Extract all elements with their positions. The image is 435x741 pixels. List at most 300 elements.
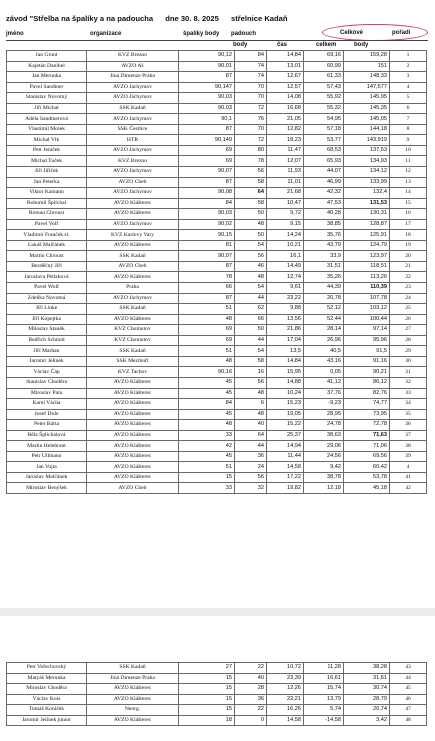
padouch-cas: 9,61: [267, 283, 304, 294]
padouch-celkem: 0,05: [304, 367, 344, 378]
table-row: [7, 420, 427, 431]
padouch-celkem: 68,53: [304, 145, 344, 156]
header-celkem: celkem: [316, 42, 337, 48]
table-row: [7, 684, 427, 695]
padouch-celkem: 12,18: [304, 483, 344, 494]
padouch-celkem: 33,9: [304, 251, 344, 262]
organization: AVZO Jáchymov: [87, 93, 179, 104]
poradi: 41: [390, 472, 427, 483]
padouch-cas: 17,22: [267, 472, 304, 483]
padouch-cas: 14,84: [267, 356, 304, 367]
competitor-name: Jaroslav Malčánek: [7, 472, 87, 483]
table-row: [7, 356, 427, 367]
padouch-body: 56: [235, 377, 267, 388]
poradi: 39: [390, 451, 427, 462]
table-row: [7, 451, 427, 462]
padouch-body: 54: [235, 346, 267, 357]
document-title: [6, 14, 298, 23]
competitor-name: Jan Merunka: [7, 72, 87, 83]
padouch-cas: 16,26: [267, 705, 304, 716]
padouch-cas: 25,37: [267, 430, 304, 441]
organization: SSK Čestlice: [87, 124, 179, 135]
padouch-celkem: 38,78: [304, 472, 344, 483]
spaliky-body: 51: [179, 346, 235, 357]
table-row: [7, 663, 427, 674]
padouch-body: 70: [235, 93, 267, 104]
spaliky-body: 48: [179, 356, 235, 367]
spaliky-body: 90,03: [179, 103, 235, 114]
celkove-body: 71,63: [344, 430, 390, 441]
padouch-body: 70: [235, 82, 267, 93]
table-row: [7, 462, 427, 473]
celkove-body: 28,79: [344, 694, 390, 705]
poradi: 28: [390, 335, 427, 346]
table-row: [7, 377, 427, 388]
padouch-body: 64: [235, 430, 267, 441]
padouch-body: 48: [235, 409, 267, 420]
table-row: [7, 230, 427, 241]
padouch-celkem: 46,99: [304, 177, 344, 188]
celkove-body: 100,44: [344, 314, 390, 325]
organization: AVZO Klášterec: [87, 441, 179, 452]
celkove-body: 148,33: [344, 72, 390, 83]
header-spaliky-body: špalíky body: [183, 31, 220, 37]
poradi: 38: [390, 441, 427, 452]
spaliky-body: 18: [179, 715, 235, 726]
padouch-celkem: 35,26: [304, 272, 344, 283]
organization: AVZO Klášterec: [87, 198, 179, 209]
header-poradi: pořadí: [392, 30, 411, 36]
spaliky-body: 90,12: [179, 51, 235, 62]
celkove-body: 145,35: [344, 103, 390, 114]
padouch-celkem: 40,28: [304, 209, 344, 220]
padouch-celkem: 37,76: [304, 388, 344, 399]
organization: AVZO Aš: [87, 61, 179, 72]
table-row: [7, 388, 427, 399]
spaliky-body: 90,03: [179, 209, 235, 220]
padouch-celkem: 13,79: [304, 694, 344, 705]
padouch-celkem: 38,63: [304, 430, 344, 441]
results-table-continued: [6, 662, 427, 726]
header-name: jméno: [6, 31, 24, 37]
celkove-body: 159,28: [344, 51, 390, 62]
poradi: 25: [390, 304, 427, 315]
organization: AVZO Cheb: [87, 483, 179, 494]
padouch-celkem: 55,32: [304, 103, 344, 114]
padouch-cas: 22,21: [267, 694, 304, 705]
page-gap: [0, 608, 435, 616]
padouch-cas: 23,22: [267, 293, 304, 304]
padouch-body: 48: [235, 388, 267, 399]
table-row: [7, 715, 427, 726]
padouch-body: 48: [235, 272, 267, 283]
padouch-cas: 15,95: [267, 367, 304, 378]
padouch-cas: 9,15: [267, 219, 304, 230]
organization: AVZO Jáchymov: [87, 188, 179, 199]
organization: SSK Kadaň: [87, 103, 179, 114]
spaliky-body: 45: [179, 388, 235, 399]
celkove-body: 133,99: [344, 177, 390, 188]
table-row: [7, 283, 427, 294]
competitor-name: Josef Dido: [7, 409, 87, 420]
poradi: 23: [390, 283, 427, 294]
spaliky-body: 90,15: [179, 230, 235, 241]
table-row: [7, 103, 427, 114]
organization: AVZO Klášterec: [87, 715, 179, 726]
celkove-body: 90,21: [344, 367, 390, 378]
padouch-body: 40: [235, 420, 267, 431]
celkove-body: 144,18: [344, 124, 390, 135]
table-row: [7, 177, 427, 188]
padouch-cas: 19,05: [267, 409, 304, 420]
poradi: 21: [390, 261, 427, 272]
competitor-name: Michal Vlk: [7, 135, 87, 146]
spaliky-body: 15: [179, 472, 235, 483]
padouch-celkem: 57,43: [304, 82, 344, 93]
poradi: 32: [390, 377, 427, 388]
competitor-name: Jan Peterka: [7, 177, 87, 188]
padouch-celkem: 44,39: [304, 283, 344, 294]
competitor-name: Petr Vořechovský: [7, 663, 87, 674]
poradi: 22: [390, 272, 427, 283]
padouch-cas: 9,72: [267, 209, 304, 220]
padouch-celkem: -14,58: [304, 715, 344, 726]
spaliky-body: 78: [179, 272, 235, 283]
padouch-cas: 17,04: [267, 335, 304, 346]
padouch-body: 22: [235, 663, 267, 674]
padouch-cas: 18,23: [267, 135, 304, 146]
celkove-body: 91,5: [344, 346, 390, 357]
celkove-body: 118,51: [344, 261, 390, 272]
celkove-body: 73,95: [344, 409, 390, 420]
padouch-cas: 12,07: [267, 156, 304, 167]
padouch-cas: 19,82: [267, 483, 304, 494]
padouch-celkem: 24,56: [304, 451, 344, 462]
spaliky-body: 15: [179, 684, 235, 695]
competitor-name: Pavel Sandtner: [7, 82, 87, 93]
celkove-body: 113,26: [344, 272, 390, 283]
table-row: [7, 167, 427, 178]
padouch-cas: 12,57: [267, 82, 304, 93]
spaliky-body: 87: [179, 124, 235, 135]
spaliky-body: 48: [179, 314, 235, 325]
padouch-body: 50: [235, 230, 267, 241]
padouch-cas: 23,39: [267, 673, 304, 684]
table-row: [7, 272, 427, 283]
competitor-name: Jaromír Jelínek: [7, 356, 87, 367]
table-row: [7, 314, 427, 325]
padouch-celkem: 57,18: [304, 124, 344, 135]
padouch-body: 58: [235, 177, 267, 188]
competitor-name: Miloslav Staněk: [7, 325, 87, 336]
spaliky-body: 15: [179, 694, 235, 705]
poradi: 37: [390, 430, 427, 441]
padouch-body: 58: [235, 198, 267, 209]
celkove-body: 128,87: [344, 219, 390, 230]
padouch-cas: 10,72: [267, 663, 304, 674]
spaliky-body: 87: [179, 177, 235, 188]
spaliky-body: 90,07: [179, 167, 235, 178]
padouch-celkem: 28,95: [304, 409, 344, 420]
results-table: [6, 50, 427, 494]
padouch-celkem: 29,06: [304, 441, 344, 452]
celkove-body: 45,18: [344, 483, 390, 494]
spaliky-body: 15: [179, 705, 235, 716]
poradi: 20: [390, 251, 427, 262]
competitor-name: Martin Helebrant: [7, 441, 87, 452]
padouch-cas: 21,86: [267, 325, 304, 336]
celkove-body: 60,42: [344, 462, 390, 473]
spaliky-body: 69: [179, 145, 235, 156]
competitor-name: Karel Vácha: [7, 399, 87, 410]
celkove-body: 95,96: [344, 335, 390, 346]
celkove-body: 110,39: [344, 283, 390, 294]
poradi: 10: [390, 145, 427, 156]
poradi: 33: [390, 388, 427, 399]
competitor-name: Stanislav Novotný: [7, 93, 87, 104]
padouch-body: 54: [235, 240, 267, 251]
header-padouch: padouch: [231, 31, 256, 37]
celkove-body: 103,12: [344, 304, 390, 315]
padouch-celkem: 35,76: [304, 230, 344, 241]
padouch-celkem: 53,77: [304, 135, 344, 146]
padouch-body: 40: [235, 673, 267, 684]
padouch-cas: 11,44: [267, 451, 304, 462]
padouch-cas: 16,68: [267, 103, 304, 114]
poradi: 44: [390, 673, 427, 684]
organization: KVZ Tachov: [87, 367, 179, 378]
spaliky-body: 33: [179, 483, 235, 494]
organization: Neorg.: [87, 705, 179, 716]
spaliky-body: 48: [179, 420, 235, 431]
header-organization: organizace: [90, 31, 122, 37]
spaliky-body: 84: [179, 399, 235, 410]
poradi: 43: [390, 663, 427, 674]
spaliky-body: 33: [179, 430, 235, 441]
celkove-body: 147,577: [344, 82, 390, 93]
spaliky-body: 90,16: [179, 367, 235, 378]
spaliky-body: 69: [179, 325, 235, 336]
competitor-name: Petr Jeníček: [7, 145, 87, 156]
competitor-name: Bedřich Schmid: [7, 335, 87, 346]
table-row: [7, 209, 427, 220]
poradi: 12: [390, 167, 427, 178]
competitor-name: Stanislav Choděra: [7, 377, 87, 388]
competitor-name: Martin Chroust: [7, 251, 87, 262]
table-row: [7, 367, 427, 378]
spaliky-body: 45: [179, 377, 235, 388]
results-sheet-page-2: [0, 616, 435, 741]
organization: SSK Kadaň: [87, 251, 179, 262]
padouch-body: 84: [235, 51, 267, 62]
table-row: [7, 51, 427, 62]
spaliky-body: 45: [179, 451, 235, 462]
padouch-cas: 11,01: [267, 177, 304, 188]
competitor-name: Matyáš Merunka: [7, 673, 87, 684]
padouch-body: 56: [235, 251, 267, 262]
competitor-name: Lukáš Malčánek: [7, 240, 87, 251]
padouch-cas: 11,47: [267, 145, 304, 156]
competitor-name: Miroslav Choděra: [7, 684, 87, 695]
celkove-body: 132,4: [344, 188, 390, 199]
organization: AVZO Klášterec: [87, 420, 179, 431]
spaliky-body: 90,1: [179, 114, 235, 125]
header-celkove-body: body: [354, 42, 369, 48]
table-row: [7, 219, 427, 230]
celkove-body: 74,77: [344, 399, 390, 410]
competitor-name: Václav Kois: [7, 694, 87, 705]
padouch-cas: 16,1: [267, 251, 304, 262]
event-date: dne 30. 8. 2025: [165, 14, 219, 23]
red-circle-annotation: [322, 24, 428, 41]
celkove-body: 145,95: [344, 93, 390, 104]
spaliky-body: 90,08: [179, 188, 235, 199]
organization: AVZO Klášterec: [87, 314, 179, 325]
padouch-body: 32: [235, 483, 267, 494]
padouch-body: 44: [235, 441, 267, 452]
competitor-name: Jan Vojta: [7, 462, 87, 473]
organization: AVZO Klášterec: [87, 209, 179, 220]
padouch-body: 24: [235, 462, 267, 473]
competitor-name: Miroslav Pala: [7, 388, 87, 399]
padouch-body: 78: [235, 156, 267, 167]
table-row: [7, 705, 427, 716]
padouch-celkem: 38,85: [304, 219, 344, 230]
organization: HTR: [87, 135, 179, 146]
spaliky-body: 66: [179, 283, 235, 294]
poradi: 1: [390, 51, 427, 62]
poradi: 42: [390, 483, 427, 494]
table-row: [7, 472, 427, 483]
table-row: [7, 399, 427, 410]
padouch-cas: 12,82: [267, 124, 304, 135]
competitor-name: Vladimír Franček st.: [7, 230, 87, 241]
padouch-celkem: 55,92: [304, 93, 344, 104]
competitor-name: Michal Tuček: [7, 156, 87, 167]
padouch-celkem: 41,12: [304, 377, 344, 388]
celkove-body: 82,76: [344, 388, 390, 399]
header-divider: [6, 40, 428, 41]
organization: AVZO Jáchymov: [87, 293, 179, 304]
padouch-body: 72: [235, 135, 267, 146]
padouch-celkem: 43,16: [304, 356, 344, 367]
event-place: střelnice Kadaň: [230, 14, 288, 23]
table-row: [7, 694, 427, 705]
padouch-cas: 9,88: [267, 304, 304, 315]
celkove-body: 131,53: [344, 198, 390, 209]
table-row: [7, 135, 427, 146]
celkove-body: 30,74: [344, 684, 390, 695]
padouch-celkem: 31,51: [304, 261, 344, 272]
organization: KVZ Chomutov: [87, 325, 179, 336]
competitor-name: Bezděčný Jiří: [7, 261, 87, 272]
celkove-body: 38,28: [344, 663, 390, 674]
padouch-cas: 14,24: [267, 230, 304, 241]
poradi: 45: [390, 684, 427, 695]
padouch-body: 50: [235, 209, 267, 220]
organization: AVZO Cheb: [87, 177, 179, 188]
padouch-cas: 14,08: [267, 93, 304, 104]
padouch-body: 66: [235, 314, 267, 325]
padouch-celkem: 43,79: [304, 240, 344, 251]
padouch-cas: 10,47: [267, 198, 304, 209]
celkove-body: 134,12: [344, 167, 390, 178]
competitor-name: Petr Ullmann: [7, 451, 87, 462]
poradi: 8: [390, 124, 427, 135]
padouch-body: 0: [235, 715, 267, 726]
organization: AVZO Jáchymov: [87, 82, 179, 93]
celkove-body: 72,78: [344, 420, 390, 431]
padouch-cas: 14,88: [267, 377, 304, 388]
poradi: 31: [390, 367, 427, 378]
padouch-celkem: 24,78: [304, 420, 344, 431]
competitor-name: Pavel Wolf: [7, 283, 87, 294]
table-row: [7, 145, 427, 156]
padouch-body: 16: [235, 367, 267, 378]
organization: AVZO Klášterec: [87, 272, 179, 283]
competitor-name: Václav Čáp: [7, 367, 87, 378]
competitor-name: Kajetán Danihel: [7, 61, 87, 72]
organization: SSK Kadaň: [87, 663, 179, 674]
organization: Praha: [87, 283, 179, 294]
competitor-name: Peter Bárta: [7, 420, 87, 431]
padouch-cas: 21,68: [267, 188, 304, 199]
organization: SSK Kadaň: [87, 346, 179, 357]
poradi: 19: [390, 240, 427, 251]
organization: AVZO Klášterec: [87, 409, 179, 420]
padouch-cas: 21,05: [267, 114, 304, 125]
celkove-body: 86,12: [344, 377, 390, 388]
celkove-body: 137,53: [344, 145, 390, 156]
padouch-cas: 15,23: [267, 399, 304, 410]
padouch-body: 48: [235, 219, 267, 230]
table-row: [7, 93, 427, 104]
celkove-body: 97,14: [344, 325, 390, 336]
padouch-cas: 14,84: [267, 51, 304, 62]
padouch-celkem: 52,12: [304, 304, 344, 315]
spaliky-body: 51: [179, 304, 235, 315]
padouch-celkem: 9,42: [304, 462, 344, 473]
poradi: 5: [390, 93, 427, 104]
spaliky-body: 87: [179, 293, 235, 304]
table-row: [7, 325, 427, 336]
competitor-name: Miroslav Benýšek: [7, 483, 87, 494]
poradi: 16: [390, 209, 427, 220]
poradi: 4: [390, 82, 427, 93]
padouch-celkem: 11,28: [304, 663, 344, 674]
competitor-name: Jaromír Jelínek junior: [7, 715, 87, 726]
poradi: 17: [390, 219, 427, 230]
organization: AVZO Klášterec: [87, 388, 179, 399]
padouch-cas: 13,01: [267, 61, 304, 72]
spaliky-body: 90,01: [179, 61, 235, 72]
padouch-cas: 10,21: [267, 240, 304, 251]
table-row: [7, 61, 427, 72]
padouch-body: 80: [235, 145, 267, 156]
poradi: 34: [390, 399, 427, 410]
poradi: 48: [390, 715, 427, 726]
padouch-celkem: 44,07: [304, 167, 344, 178]
competitor-name: Viktor Kamann: [7, 188, 87, 199]
table-row: [7, 261, 427, 272]
padouch-body: 70: [235, 124, 267, 135]
celkove-body: 123,97: [344, 251, 390, 262]
organization: Jiná Dimenze Praha: [87, 673, 179, 684]
organization: SSK Kadaň: [87, 304, 179, 315]
poradi: 7: [390, 114, 427, 125]
organization: KVZ Chomutov: [87, 335, 179, 346]
spaliky-body: 27: [179, 663, 235, 674]
